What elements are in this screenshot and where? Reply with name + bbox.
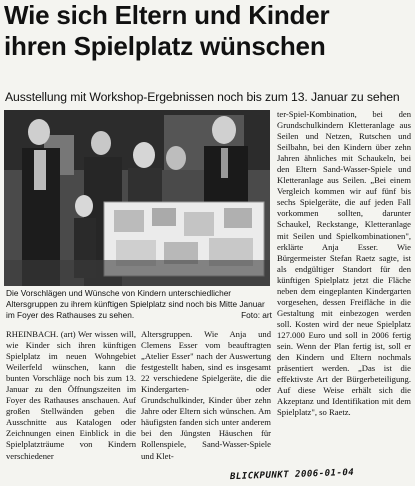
headline-line-1: Wie sich Eltern und Kinder bbox=[4, 0, 330, 30]
column-1-text: (art) Wer wissen will, wie Kinder sich ihren künftigen Spielplatz im neuen Wohngebiet Weilerfeld wünschen, kann die bunten Vorschläge noch bis zum 13. Januar zu den Öffnungszeiten im Foyer des Rathauses anschauen. Auf großen Stellwänden geben die Ausschnitte aus Katalogen oder Zeichnungen einen Einblick in die Spielplatzträume von Kindern verschiedener bbox=[6, 329, 136, 461]
column-3-text: ter-Spiel-Kombination, bei den Grundschulkindern Kletteranlage aus Seilen und Netzen, Rutschen und Seilbahn, bei den Kindern über zehn Jahren ähnliches mit Schaukeln, bei den Eltern Sand-Wasser-Spiele und Kletteranlage aus Seilen. „Bei einem Vergleich kommen wir auf fünf bis sechs Spielgeräte, die auf jeden Fall vorkommen sollten, darunter Schaukel, Reckstange, Kletteranlage mit Seilen und Spielkombinationen", erklärte Anja Esser. Wie Bürgermeister Stefan Raetz sagte, ist als endgültiger Standort für den künftigen Spielplatz jetzt die Fläche neben dem eingeplanten Kindergarten vorgesehen, dessen Freifläche in die Gestaltung mit einbezogen werden soll. Kosten wird der neue Spielplatz 127.000 Euro und soll in 2006 fertig sein. Wenn der Plan fertig ist, soll er den Kindern und Eltern nochmals präsentiert werden. „Das ist die effektivste Art der Bürgerbeteiligung. Auf diese Weise erhält sich die Akzeptanz und Identifikation mit dem Spielplatz", so Raetz. bbox=[277, 109, 411, 418]
article-photo bbox=[4, 110, 270, 286]
headline bbox=[4, 0, 414, 62]
article-column-2 bbox=[141, 329, 271, 462]
subheadline: Ausstellung mit Workshop-Ergebnissen noch bis zum 13. Januar zu sehen bbox=[5, 90, 400, 104]
article-column-3 bbox=[277, 109, 411, 418]
headline-line-2: ihren Spielplatz wünschen bbox=[4, 31, 326, 61]
caption-text: Die Vorschlägen und Wünsche von Kindern unterschiedlicher Altersgruppen zu ihrem künftigen Spielplatz sind noch bis Mitte Januar im Foyer des Rathauses zu sehen. bbox=[6, 288, 265, 320]
photo-caption bbox=[6, 288, 272, 320]
photo-credit: Foto: art bbox=[241, 309, 272, 320]
photo-illustration bbox=[4, 110, 270, 286]
column-2-text: Altersgruppen. Wie Anja und Clemens Esser vom beauftragten „Atelier Esser" nach der Auswertung festgestellt haben, sind es insgesamt 22 verschiedene Spielgeräte, die die Kindergarten- oder Grundschulkinder, Kinder über zehn Jahre oder Eltern sich wünschen. Am häufigsten fanden sich unter anderem bei den Jüngsten Häuschen für Rollenspiele, Sand-Wasser-Spiele und Klet- bbox=[141, 329, 271, 461]
article-column-1 bbox=[6, 329, 136, 462]
source-stamp: BLICKPUNKT 2006-01-04 bbox=[229, 467, 355, 483]
dateline: RHEINBACH. bbox=[6, 329, 59, 339]
